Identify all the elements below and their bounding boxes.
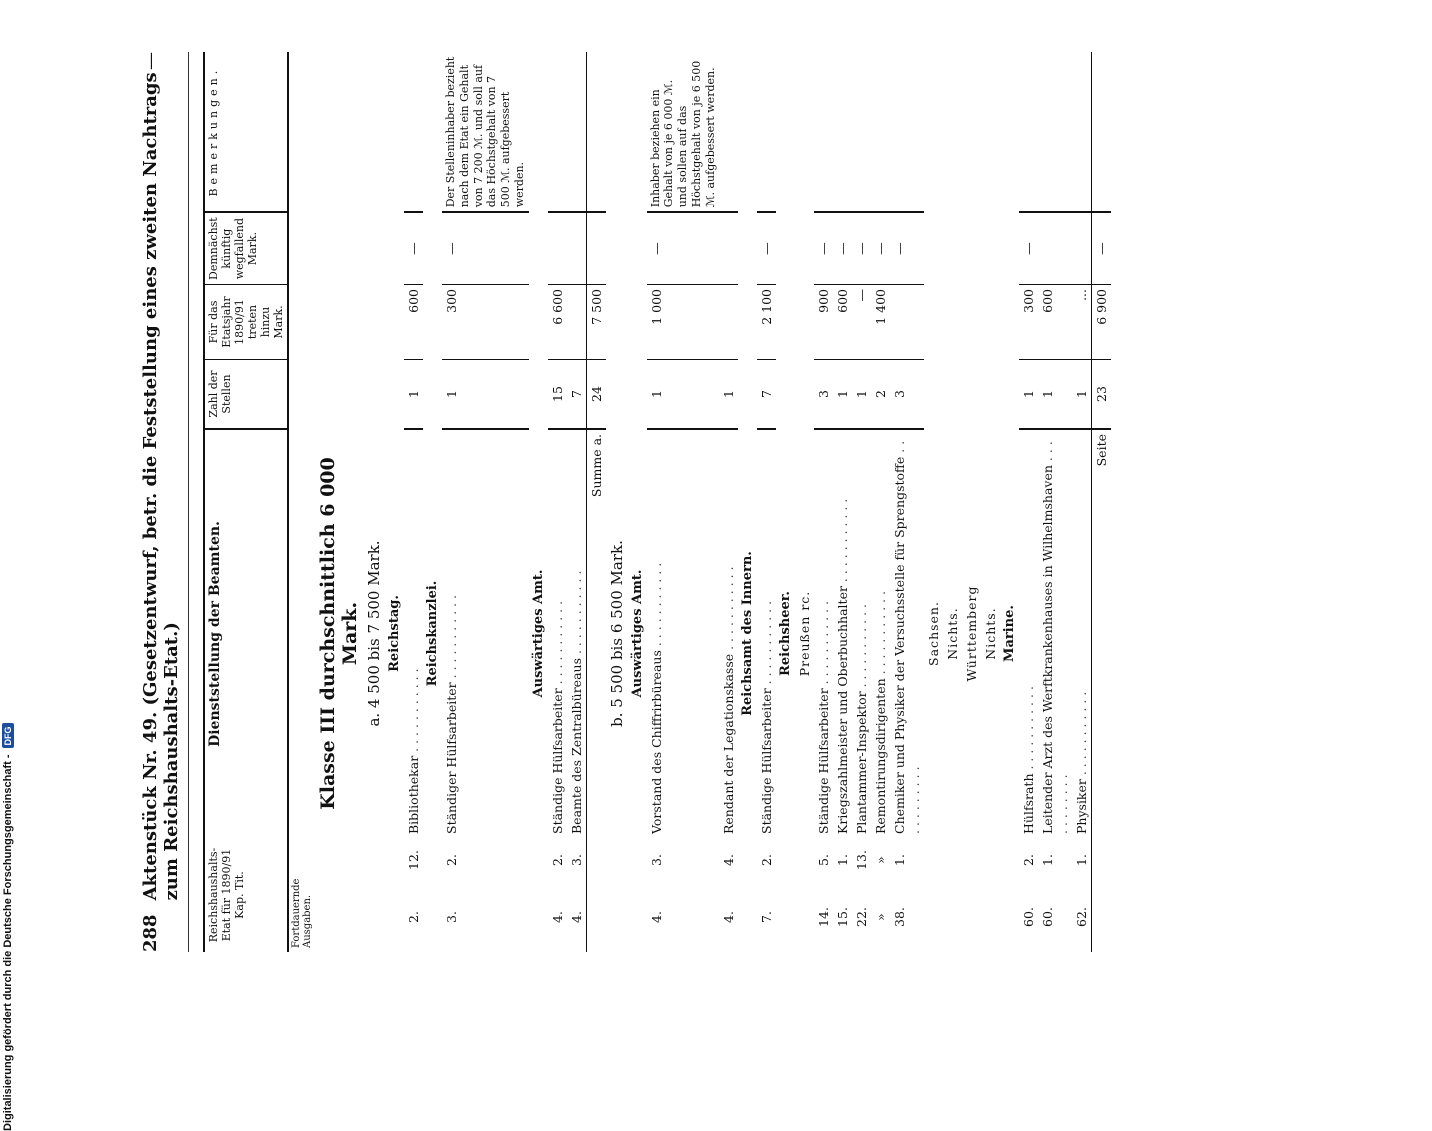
weg-cell [1038, 212, 1072, 284]
betrag-cell: 600 [404, 285, 423, 360]
land-heading: Sachsen. [926, 601, 942, 666]
betrag-cell: 6 600 [548, 285, 567, 360]
tit-cell: 1. [1040, 854, 1056, 866]
table-row [719, 52, 738, 952]
kap-label: Kap. [233, 893, 246, 919]
table-body [288, 52, 1111, 952]
betrag-cell [567, 285, 587, 360]
kap-cell: 38. [892, 907, 908, 927]
table-row [647, 52, 720, 952]
kap-cell: 4. [721, 911, 737, 923]
page-number: 288 [140, 914, 161, 952]
kap-cell: 60. [1040, 907, 1056, 927]
spacer [962, 838, 981, 952]
zahl-cell: 7 [757, 360, 776, 430]
desc-text: Beamte des Zentralbüreaus . . . [569, 571, 584, 834]
desc-text: Ständige Hülfsarbeiter . . . [816, 601, 831, 834]
desc-cell [757, 429, 776, 838]
spacer [795, 838, 814, 952]
spacer [1000, 52, 1019, 429]
bem-cell [814, 52, 833, 212]
spacer [1000, 838, 1019, 952]
bem-cell [757, 52, 776, 212]
department-heading: Reichsamt des Innern. [740, 551, 756, 716]
betrag-cell: 600 [833, 285, 852, 360]
class-heading: Klasse III durchschnittlich 6 000 Mark. [317, 457, 361, 810]
page-title: Aktenstück Nr. 49. (Gesetzentwurf, betr. die Feststellung eines zweiten Nachtrags zum Reichshaushalts-Etat.) [140, 72, 182, 901]
spacer [776, 838, 795, 952]
table-row [404, 52, 423, 952]
table-row [814, 52, 833, 952]
weg-cell: — [890, 212, 924, 284]
tit-cell: 1. [892, 854, 908, 866]
zahl-cell: 1 [647, 360, 720, 430]
weg-cell: — [647, 212, 720, 284]
summe-betrag: 7 500 [586, 285, 606, 360]
spacer [924, 52, 943, 429]
betrag-cell [890, 285, 924, 360]
edge-mark: — [140, 52, 161, 70]
desc-cell [814, 429, 833, 838]
kap-cell: 4. [568, 911, 584, 923]
tit-cell: 2. [759, 854, 775, 866]
desc-header: Dienststellung der Beamten. [204, 429, 288, 838]
tit-cell: 2. [444, 854, 459, 866]
desc-text: Physiker . . . [1074, 692, 1089, 834]
zahl-cell: 3 [814, 360, 833, 430]
spacer [423, 52, 442, 429]
spacer [738, 52, 757, 429]
desc-text: Rendant der Legationskasse . . . [721, 566, 736, 834]
spacer [606, 838, 628, 952]
bem-header: Bemerkungen. [204, 52, 288, 212]
land-heading: Nichts. [945, 607, 961, 660]
kap-cell: 4. [648, 911, 664, 923]
betrag-header: Für das Etatsjahr 1890/91 treten hinzu Mark. [204, 285, 288, 360]
table-row [852, 52, 871, 952]
spacer [981, 52, 1000, 429]
zahl-cell: 3 [890, 360, 924, 430]
kap-header-text: Reichshaushalts-Etat für 1890/91 [207, 847, 233, 943]
zahl-cell: 1 [833, 360, 852, 430]
desc-cell [442, 429, 529, 838]
kap-cell: 15. [835, 907, 851, 927]
tit-cell: » [873, 856, 889, 864]
spacer [776, 52, 795, 429]
weg-cell: — [852, 212, 871, 284]
kap-cell: » [873, 913, 889, 921]
department-heading: Marine. [1002, 605, 1018, 662]
betrag-cell: 600 [1038, 285, 1072, 360]
desc-text: Hülfsrath . . . [1021, 686, 1036, 834]
tit-cell: 12. [406, 850, 421, 870]
kap-header [204, 838, 288, 952]
bem-cell [1072, 52, 1092, 212]
summe-label: Summe a. [586, 429, 606, 838]
betrag-cell: 1 400 [871, 285, 890, 360]
spacer [943, 838, 962, 952]
desc-cell [647, 429, 720, 838]
desc-cell [852, 429, 871, 838]
zahl-cell: 1 [1038, 360, 1072, 430]
tit-cell: 2. [549, 854, 565, 866]
table-row [1072, 52, 1092, 952]
desc-text: Leitender Arzt des Werftkrankenhauses in Wilhelmshaven . . . [1040, 441, 1070, 834]
tit-cell: 3. [568, 854, 584, 866]
kap-cell: 2. [406, 911, 421, 923]
department-heading: Reichstag. [387, 595, 402, 672]
zahl-header: Zahl der Stellen [204, 360, 288, 430]
summe-a-row [586, 52, 606, 952]
desc-cell [1038, 429, 1072, 838]
summe-weg: — [1092, 212, 1112, 284]
kap-cell: 22. [854, 907, 870, 927]
fortdauernde-label: Fortdauernde Ausgaben. [291, 878, 313, 948]
desc-text: Plantammer-Inspektor . . . [854, 604, 869, 834]
kap-cell: 62. [1074, 907, 1090, 927]
spacer [385, 52, 404, 429]
summe-weg [586, 212, 606, 284]
spacer [962, 52, 981, 429]
zahl-cell: 1 [404, 360, 423, 430]
weg-cell [719, 212, 738, 284]
desc-text: Ständiger Hülfsarbeiter . . . [444, 595, 459, 834]
weg-cell: — [871, 212, 890, 284]
zahl-cell: 1 [852, 360, 871, 430]
tit-cell: 4. [721, 854, 737, 866]
weg-cell: — [1019, 212, 1038, 284]
spacer [529, 52, 548, 429]
weg-cell: — [757, 212, 776, 284]
tit-cell: 3. [648, 854, 664, 866]
desc-cell [404, 429, 423, 838]
summe-bem [1092, 52, 1112, 212]
department-heading: Reichsheer. [778, 591, 794, 676]
zahl-cell: 7 [567, 360, 587, 430]
tit-cell: 5. [816, 854, 832, 866]
spacer [628, 838, 647, 952]
desc-cell [890, 429, 924, 838]
weg-cell: — [814, 212, 833, 284]
spacer [924, 838, 943, 952]
bem-cell [1038, 52, 1072, 212]
desc-cell [548, 429, 567, 838]
table-row [548, 52, 567, 952]
desc-cell [1019, 429, 1038, 838]
betrag-cell: 300 [442, 285, 529, 360]
betrag-cell: 900 [814, 285, 833, 360]
spacer [606, 52, 628, 429]
zahl-cell: 15 [548, 360, 567, 430]
credit-text: Digitalisierung gefördert durch die Deutsche Forschungsgemeinschaft - [2, 754, 14, 1131]
desc-text: Remontirungsdirigenten . . . [873, 591, 888, 834]
bem-cell [719, 52, 738, 212]
kap-cell: 7. [759, 911, 775, 923]
desc-cell [567, 429, 587, 838]
bem-cell [833, 52, 852, 212]
table-header [204, 52, 288, 952]
desc-text: Vorstand des Chiffrirbüreaus . . . [649, 563, 664, 834]
desc-text: Bibliothekar . . . [406, 668, 421, 834]
page-content [140, 52, 1111, 952]
table-row [442, 52, 529, 952]
summe-betrag: 6 900 [1092, 285, 1112, 360]
table-row [890, 52, 924, 952]
weg-cell [1072, 212, 1092, 284]
spacer [423, 838, 442, 952]
spacer [738, 838, 757, 952]
bem-cell [871, 52, 890, 212]
kap-cell: 4. [549, 911, 565, 923]
table-row [871, 52, 890, 952]
bem-cell [548, 52, 567, 212]
dfg-logo: DFG [2, 723, 14, 748]
desc-cell [1072, 429, 1092, 838]
sub-heading-a: a. 4 500 bis 7 500 Mark. [365, 540, 383, 727]
summe-label: Seite [1092, 429, 1112, 838]
summe-zahl: 23 [1092, 360, 1112, 430]
summe-zahl: 24 [586, 360, 606, 430]
betrag-cell: ... [1072, 285, 1092, 360]
land-heading: Württemberg [964, 585, 980, 682]
zahl-cell: 1 [1072, 360, 1092, 430]
zahl-cell: 2 [871, 360, 890, 430]
betrag-cell: — [852, 285, 871, 360]
spacer [1092, 838, 1112, 952]
weg-cell [567, 212, 587, 284]
desc-text: Ständige Hülfsarbeiter . . . [759, 601, 774, 834]
weg-header: Demnächst künftig wegfallend Mark. [204, 212, 288, 284]
tit-cell: 1. [1074, 854, 1090, 866]
table-row [567, 52, 587, 952]
spacer [981, 838, 1000, 952]
bem-cell [890, 52, 924, 212]
desc-text: Chemiker und Physiker der Versuchsstelle für Sprengstoffe . . . [892, 441, 922, 834]
summe-b-row [1092, 52, 1112, 952]
tit-cell: 13. [854, 850, 870, 870]
desc-cell [871, 429, 890, 838]
betrag-cell: 1 000 [647, 285, 720, 360]
land-heading: Nichts. [983, 607, 999, 660]
betrag-cell [719, 285, 738, 360]
department-heading: Auswärtiges Amt. [629, 569, 645, 698]
budget-table [203, 52, 1111, 952]
desc-cell [719, 429, 738, 838]
table-row [1019, 52, 1038, 952]
sub-heading-b: b. 5 500 bis 6 500 Mark. [607, 540, 626, 727]
zahl-cell: 1 [1019, 360, 1038, 430]
bem-cell [1019, 52, 1038, 212]
betrag-cell: 300 [1019, 285, 1038, 360]
weg-cell: — [442, 212, 529, 284]
department-heading: Reichskanzlei. [425, 580, 440, 687]
table-row [833, 52, 852, 952]
spacer [529, 838, 548, 952]
zahl-cell: 1 [442, 360, 529, 430]
kap-cell: 3. [444, 911, 459, 923]
zahl-cell: 1 [719, 360, 738, 430]
weg-cell [548, 212, 567, 284]
page-header [140, 52, 189, 952]
summe-bem [586, 52, 606, 212]
land-heading: Preußen rc. [797, 590, 813, 677]
bem-cell [852, 52, 871, 212]
digitization-credit [0, 471, 19, 1131]
desc-cell [833, 429, 852, 838]
bem-cell: Der Stelleninhaber bezieht nach dem Etat ein Gehalt von 7 200 ℳ. und soll auf das Höchstgehalt von 7 500 ℳ. aufgebessert werden. [442, 52, 529, 212]
weg-cell: — [404, 212, 423, 284]
bem-cell [404, 52, 423, 212]
bem-cell: Inhaber beziehen ein Gehalt von je 6 000 ℳ. und sollen auf das Höchstgehalt von je 6 500 ℳ. aufgebessert werden. [647, 52, 720, 212]
desc-text: Ständige Hülfsarbeiter . . . [550, 601, 565, 834]
table-row [1038, 52, 1072, 952]
spacer [628, 52, 647, 429]
document-page [100, 12, 1250, 1012]
spacer [385, 838, 404, 952]
department-heading: Auswärtiges Amt. [530, 569, 546, 698]
betrag-cell: 2 100 [757, 285, 776, 360]
spacer [586, 838, 606, 952]
weg-cell: — [833, 212, 852, 284]
tit-cell: 1. [835, 854, 851, 866]
bem-cell [567, 52, 587, 212]
kap-cell: 14. [816, 907, 832, 927]
desc-text: Kriegszahlmeister und Oberbuchhalter . . . [835, 499, 850, 834]
spacer [943, 52, 962, 429]
kap-cell: 60. [1021, 907, 1037, 927]
tit-label: Tit. [233, 871, 246, 890]
spacer [795, 52, 814, 429]
table-row [757, 52, 776, 952]
tit-cell: 2. [1021, 854, 1037, 866]
